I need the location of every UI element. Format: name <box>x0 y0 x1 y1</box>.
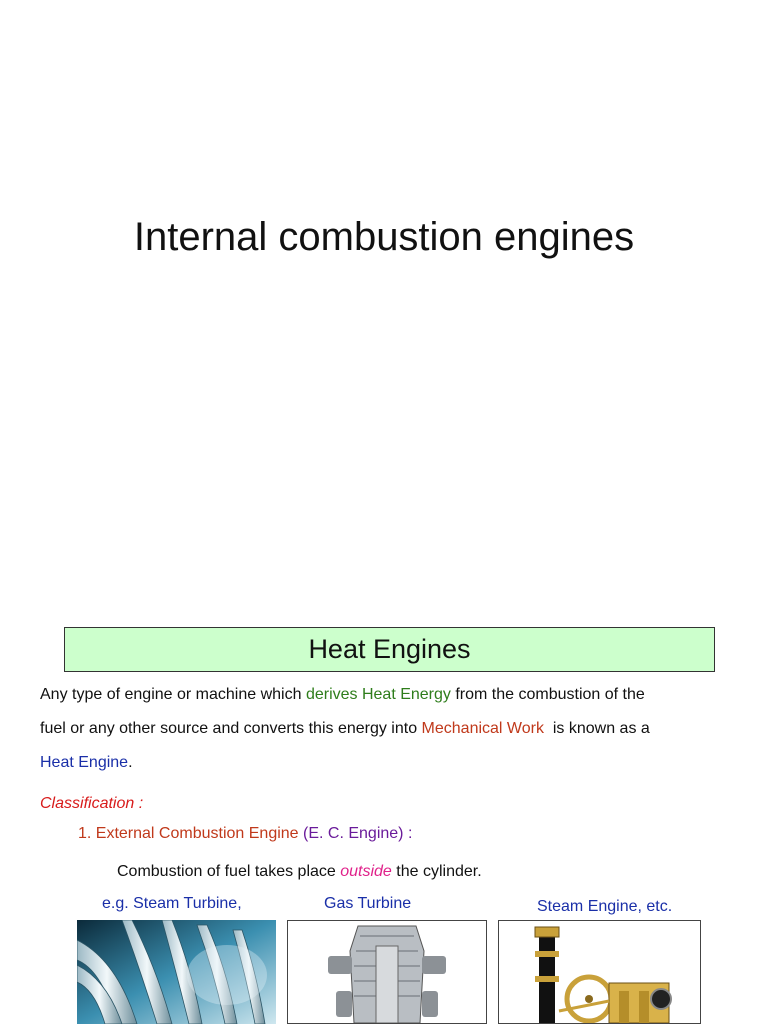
mechanical-work-highlight: Mechanical Work <box>421 720 544 737</box>
combustion-text: the cylinder. <box>391 863 482 880</box>
classification-item-1 <box>78 825 768 843</box>
ec-engine-abbrev: (E. C. Engine) : <box>298 825 413 842</box>
steam-engine-image <box>498 920 701 1024</box>
combustion-text: Combustion of fuel takes place <box>117 863 341 880</box>
steam-engine-caption: Steam Engine, etc. <box>537 898 673 915</box>
definition-line-1 <box>40 686 730 704</box>
outside-emphasis: outside <box>340 863 392 880</box>
definition-text: Any type of engine or machine which <box>40 686 306 703</box>
external-combustion-engine-label: 1. External Combustion Engine <box>78 825 299 842</box>
gas-turbine-image <box>287 920 487 1024</box>
combustion-description <box>117 863 768 881</box>
definition-line-2 <box>40 720 730 738</box>
definition-text: fuel or any other source and converts this energy into <box>40 720 422 737</box>
gas-turbine-caption: Gas Turbine <box>324 895 412 912</box>
definition-text: is known as a <box>543 720 650 737</box>
section-heading-box <box>64 627 715 672</box>
definition-text: . <box>128 754 133 771</box>
heat-engine-term: Heat Engine <box>40 754 129 771</box>
section-heading: Heat Engines <box>308 634 471 664</box>
derives-heat-energy-highlight: derives Heat Energy <box>305 686 451 703</box>
page-title: Internal combustion engines <box>133 215 635 259</box>
classification-label: Classification : <box>40 795 144 812</box>
steam-turbine-caption: e.g. Steam Turbine, <box>102 895 242 912</box>
definition-line-3 <box>40 754 730 772</box>
definition-text: from the combustion of the <box>450 686 645 703</box>
steam-turbine-image <box>77 920 276 1024</box>
